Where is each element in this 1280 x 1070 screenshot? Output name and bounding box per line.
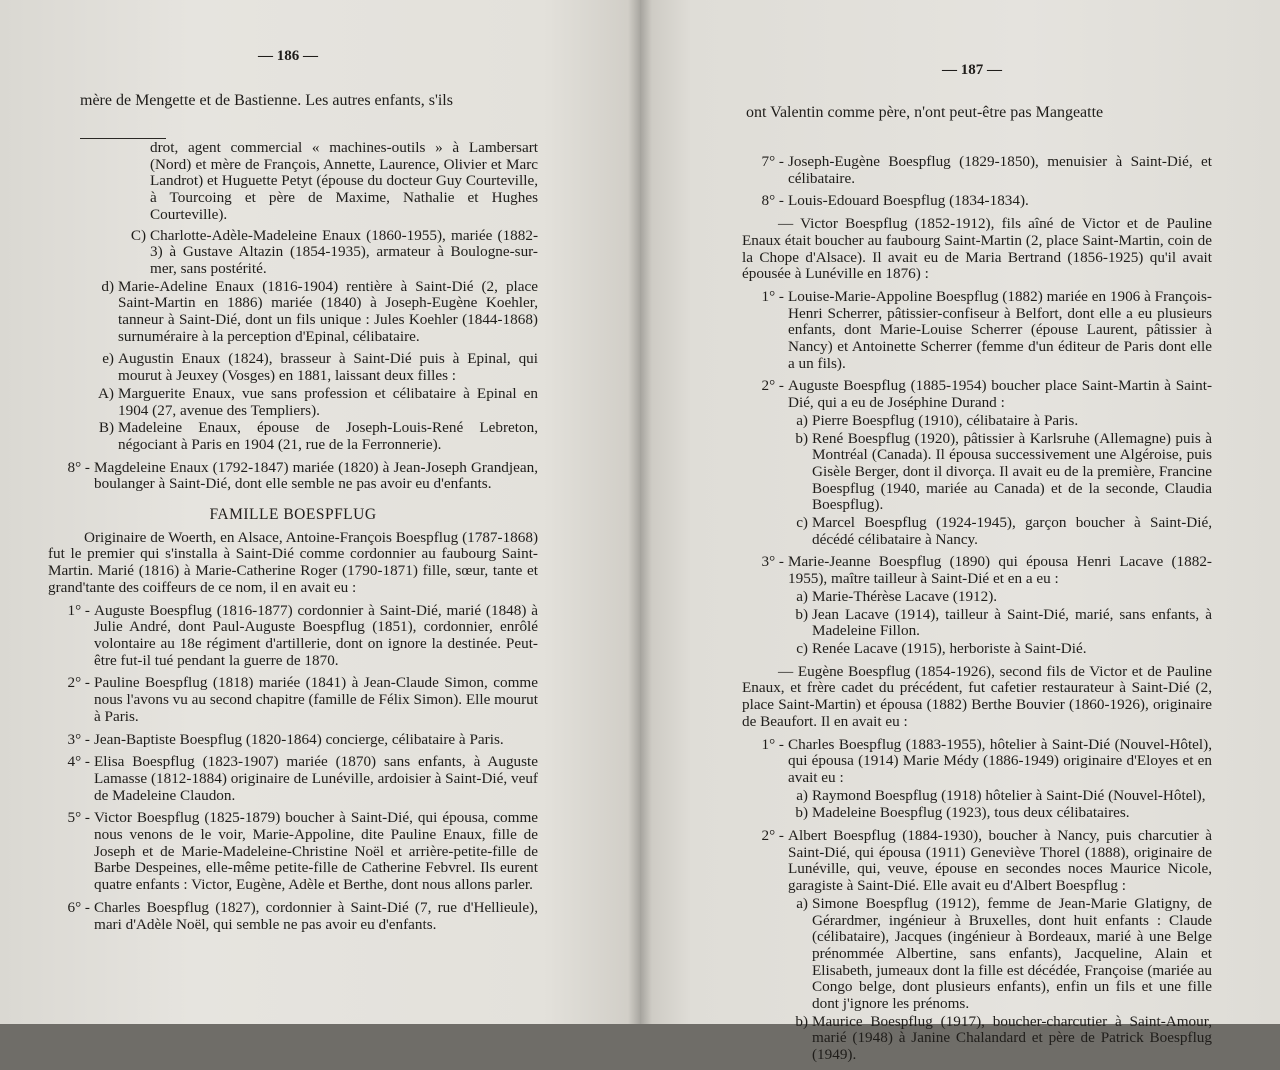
item-text: Jean-Baptiste Boespflug (1820-1864) concierge, célibataire à Paris. xyxy=(94,730,504,748)
item-text: Jean Lacave (1914), tailleur à Saint-Dié, marié, sans enfants, à Madeleine Fillon. xyxy=(812,605,1212,640)
item-label: a) xyxy=(796,894,808,912)
list-item xyxy=(742,413,1212,430)
list-item xyxy=(48,603,538,670)
footnote-text: drot, agent commercial « machines-outils » à Lambersart (Nord) et mère de François, Annette, Laurence, Olivier et Marc Landrot) et Huguette Petyt (épouse du docteur Guy Courteville, à Tourcoing et père de Maxime, Nathalie et Hughes Courteville). xyxy=(150,139,538,223)
continuation-line: ont Valentin comme père, n'ont peut-être pas Mangeatte xyxy=(746,104,1104,121)
left-page xyxy=(0,0,640,1024)
item-label: 1° - xyxy=(67,601,90,619)
item-label: b) xyxy=(795,804,808,822)
list-item xyxy=(742,788,1212,805)
item-text: Louis-Edouard Boespflug (1834-1834). xyxy=(788,192,1029,210)
item-label: 1° - xyxy=(761,735,784,753)
list-item xyxy=(742,1014,1212,1064)
list-item xyxy=(48,460,538,493)
item-label: b) xyxy=(795,605,808,623)
eugene-paragraph: — Eugène Boespflug (1854-1926), second fils de Victor et de Pauline Enaux, et frère cadet du précédent, fut cafetier restaurateur à Saint-Dié (2, place Saint-Martin) et épousa (1882) Berthe Bouvier (1860-1926), originaire de Beaufort. Il en avait eu : xyxy=(742,662,1212,730)
item-label: b) xyxy=(795,1012,808,1030)
item-label: C) xyxy=(130,226,146,244)
item-text: Madeleine Boespflug (1923), tous deux célibataires. xyxy=(812,804,1130,822)
list-item xyxy=(742,607,1212,640)
item-text: Auguste Boespflug (1885-1954) boucher place Saint-Martin à Saint-Dié, qui a eu de Joséphine Durand : xyxy=(788,377,1212,412)
item-label: 3° - xyxy=(761,553,784,571)
list-item xyxy=(742,828,1212,895)
list-item xyxy=(742,805,1212,822)
list-item xyxy=(742,154,1212,187)
item-text: Augustin Enaux (1824), brasseur à Saint-Dié puis à Epinal, qui mourut à Jeuxey (Vosges) en 1881, laissant deux filles : xyxy=(118,350,538,385)
item-label: a) xyxy=(796,786,808,804)
item-label: b) xyxy=(795,429,808,447)
list-item xyxy=(742,641,1212,658)
list-item xyxy=(742,589,1212,606)
item-text: Marie-Thérèse Lacave (1912). xyxy=(812,587,998,605)
item-label: e) xyxy=(102,350,114,368)
item-text: Victor Boespflug (1825-1879) boucher à Saint-Dié, qui épousa, comme nous venons de le voir, Marie-Appoline, dite Pauline Enaux, fille de Joseph et de Marie-Madeleine-Christine Noël et arrière-petite-fille de Barbe Despeines, elle-même petite-fille de Catherine Febvrel. Ils eurent quatre enfants : Victor, Eugène, Adèle et Berthe, dont nous allons parler. xyxy=(94,809,538,894)
item-label: 5° - xyxy=(67,809,90,827)
item-text: Joseph-Eugène Boespflug (1829-1850), menuisier à Saint-Dié, et célibataire. xyxy=(788,153,1212,187)
right-text-column xyxy=(742,154,1212,1070)
item-text: Elisa Boespflug (1823-1907) mariée (1870) sans enfants, à Auguste Lamasse (1812-1884) originaire de Lunéville, ardoisier à Saint-Dié, veuf de Madeleine Claudon. xyxy=(94,753,538,804)
item-text: Charlotte-Adèle-Madeleine Enaux (1860-1955), mariée (1882-3) à Gustave Altazin (1854-1935), armateur à Boulogne-sur-mer, sans postérité. xyxy=(150,226,538,277)
item-text: Pauline Boespflug (1818) mariée (1841) à Jean-Claude Simon, comme nous l'avons vu au second chapitre (famille de Félix Simon). Elle mourut à Paris. xyxy=(94,674,538,725)
item-label: 4° - xyxy=(67,753,90,771)
item-text: Marie-Jeanne Boespflug (1890) qui épousa Henri Lacave (1882-1955), maître tailleur à Saint-Dié et en a eu : xyxy=(788,553,1212,588)
list-item xyxy=(48,732,538,749)
item-text: Louise-Marie-Appoline Boespflug (1882) mariée en 1906 à François-Henri Scherrer, pâtissier-confiseur à Belfort, dont elle a eu plusieurs enfants, dont Marie-Louise Scherrer (épouse Laurent, pâtissier à Nancy) et Antoinette Scherrer (femme d'un éditeur de Paris dont elle a un fils). xyxy=(788,287,1212,372)
list-item xyxy=(742,737,1212,787)
list-item xyxy=(742,431,1212,515)
list-item xyxy=(48,675,538,725)
item-text: Auguste Boespflug (1816-1877) cordonnier à Saint-Dié, marié (1848) à Julie André, dont Paul-Auguste Boespflug (1851), cordonnier, enrôlé volontaire au 18e régiment d'artillerie, dont on ignore la destinée. Peut-être fut-il tué pendant la guerre de 1870. xyxy=(94,601,538,669)
item-text: Madeleine Enaux, épouse de Joseph-Louis-René Lebreton, négociant à Paris en 1904 (21, rue de la Ferronnerie). xyxy=(118,419,538,453)
section-intro: Originaire de Woerth, en Alsace, Antoine-François Boespflug (1787-1868) fut le premier qui s'installa à Saint-Dié comme cordonnier au faubourg Saint-Martin. Marié (1816) à Marie-Catherine Roger (1790-1871) fille, sœur, tante et grand'tante des coiffeurs de ce nom, il en avait eu : xyxy=(48,528,538,596)
item-label: 2° - xyxy=(761,827,784,845)
list-item xyxy=(48,420,538,453)
right-page xyxy=(640,0,1280,1064)
item-text: Albert Boespflug (1884-1930), boucher à Nancy, puis charcutier à Saint-Dié, qui épousa (1911) Geneviève Thorel (1888), originaire de Lunéville, qui, veuve, épouse en secondes noces Maurice Nicole, garagiste à Saint-Dié. Elle avait eu d'Albert Boespflug : xyxy=(788,827,1212,895)
item-text: Maurice Boespflug (1917), boucher-charcutier à Saint-Amour, marié (1948) à Janine Chalandard et père de Patrick Boespflug (1949). xyxy=(812,1012,1212,1064)
page-number: — 187 — xyxy=(942,62,1002,78)
item-label: d) xyxy=(101,277,114,295)
item-label: 1° - xyxy=(761,287,784,305)
item-label: 8° - xyxy=(761,192,784,210)
list-item xyxy=(742,554,1212,587)
item-label: a) xyxy=(796,411,808,429)
item-label: A) xyxy=(97,384,114,402)
list-item xyxy=(48,351,538,384)
item-text: Pierre Boespflug (1910), célibataire à Paris. xyxy=(812,411,1079,429)
list-item xyxy=(742,289,1212,373)
item-label: 7° - xyxy=(761,153,784,170)
book-gutter xyxy=(628,0,652,1024)
item-label: c) xyxy=(796,639,808,657)
item-text: Marguerite Enaux, vue sans profession et célibataire à Epinal en 1904 (27, avenue des Templiers). xyxy=(118,384,538,419)
list-item xyxy=(742,896,1212,1013)
item-label: 8° - xyxy=(67,458,90,476)
left-text-column xyxy=(48,140,538,939)
list-item xyxy=(742,515,1212,548)
item-text: Marie-Adeline Enaux (1816-1904) rentière à Saint-Dié (2, place Saint-Martin en 1886) mariée (1840) à Joseph-Eugène Koehler, tanneur à Saint-Dié, dont un fils unique : Jules Koehler (1844-1868) surnuméraire à la perception d'Epinal, célibataire. xyxy=(118,277,538,345)
list-item xyxy=(742,378,1212,411)
item-label: c) xyxy=(796,514,808,532)
list-item xyxy=(48,386,538,419)
item-text: Simone Boespflug (1912), femme de Jean-Marie Glatigny, de Gérardmer, ingénieur à Bruxelles, dont huit enfants : Claude (célibataire), Jacques (ingénieur à Bordeaux, marié à une Belge prénommée Albertine, sans enfants), Jacqueline, Alain et Elisabeth, jumeaux dont la fille est décédée, Françoise (mariée au Congo belge, dont plusieurs enfants), enfin un fils et une fille dont j'ignore les prénoms. xyxy=(812,894,1212,1013)
section-heading: FAMILLE BOESPFLUG xyxy=(209,506,377,524)
item-label: B) xyxy=(98,419,114,437)
item-text: Magdeleine Enaux (1792-1847) mariée (1820) à Jean-Joseph Grandjean, boulanger à Saint-Dié, dont elle semble ne pas avoir eu d'enfants. xyxy=(94,458,538,493)
item-text: Renée Lacave (1915), herboriste à Saint-Dié. xyxy=(812,639,1087,657)
item-text: Raymond Boespflug (1918) hôtelier à Saint-Dié (Nouvel-Hôtel), xyxy=(812,786,1206,804)
item-text: Charles Boespflug (1883-1955), hôtelier à Saint-Dié (Nouvel-Hôtel), qui épousa (1914) Marie Médy (1886-1949) originaire d'Eloyes et en avait eu : xyxy=(788,735,1212,786)
list-item xyxy=(48,810,538,894)
item-text: Charles Boespflug (1827), cordonnier à Saint-Dié (7, rue d'Hellieule), mari d'Adèle Noël, qui semble ne pas avoir eu d'enfants. xyxy=(94,898,538,933)
item-text: René Boespflug (1920), pâtissier à Karlsruhe (Allemagne) puis à Montréal (Canada). Il épousa successivement une Algéroise, puis Gisèle Berger, dont il divorça. Il avait eu de la première, Francine Boespflug (1940, mariée au Canada) et de la seconde, Claudia Boespflug). xyxy=(812,429,1212,514)
item-text: Marcel Boespflug (1924-1945), garçon boucher à Saint-Dié, décédé célibataire à Nancy. xyxy=(812,514,1212,548)
list-item xyxy=(48,279,538,346)
item-label: 2° - xyxy=(67,674,90,692)
list-item xyxy=(742,193,1212,210)
list-item xyxy=(48,754,538,804)
item-label: 2° - xyxy=(761,377,784,395)
item-label: 3° - xyxy=(67,730,90,748)
item-label: a) xyxy=(796,587,808,605)
list-item xyxy=(48,228,538,278)
continuation-line: mère de Mengette et de Bastienne. Les autres enfants, s'ils xyxy=(80,92,453,109)
item-label: 6° - xyxy=(67,898,90,916)
page-number: — 186 — xyxy=(258,48,318,64)
victor-paragraph: — Victor Boespflug (1852-1912), fils aîné de Victor et de Pauline Enaux était boucher au faubourg Saint-Martin (2, place Saint-Martin, coin de la Chope d'Alsace). Il avait eu de Maria Bertrand (1856-1925) qu'il avait épousée à Lunéville en 1876) : xyxy=(742,215,1212,283)
list-item xyxy=(48,900,538,933)
